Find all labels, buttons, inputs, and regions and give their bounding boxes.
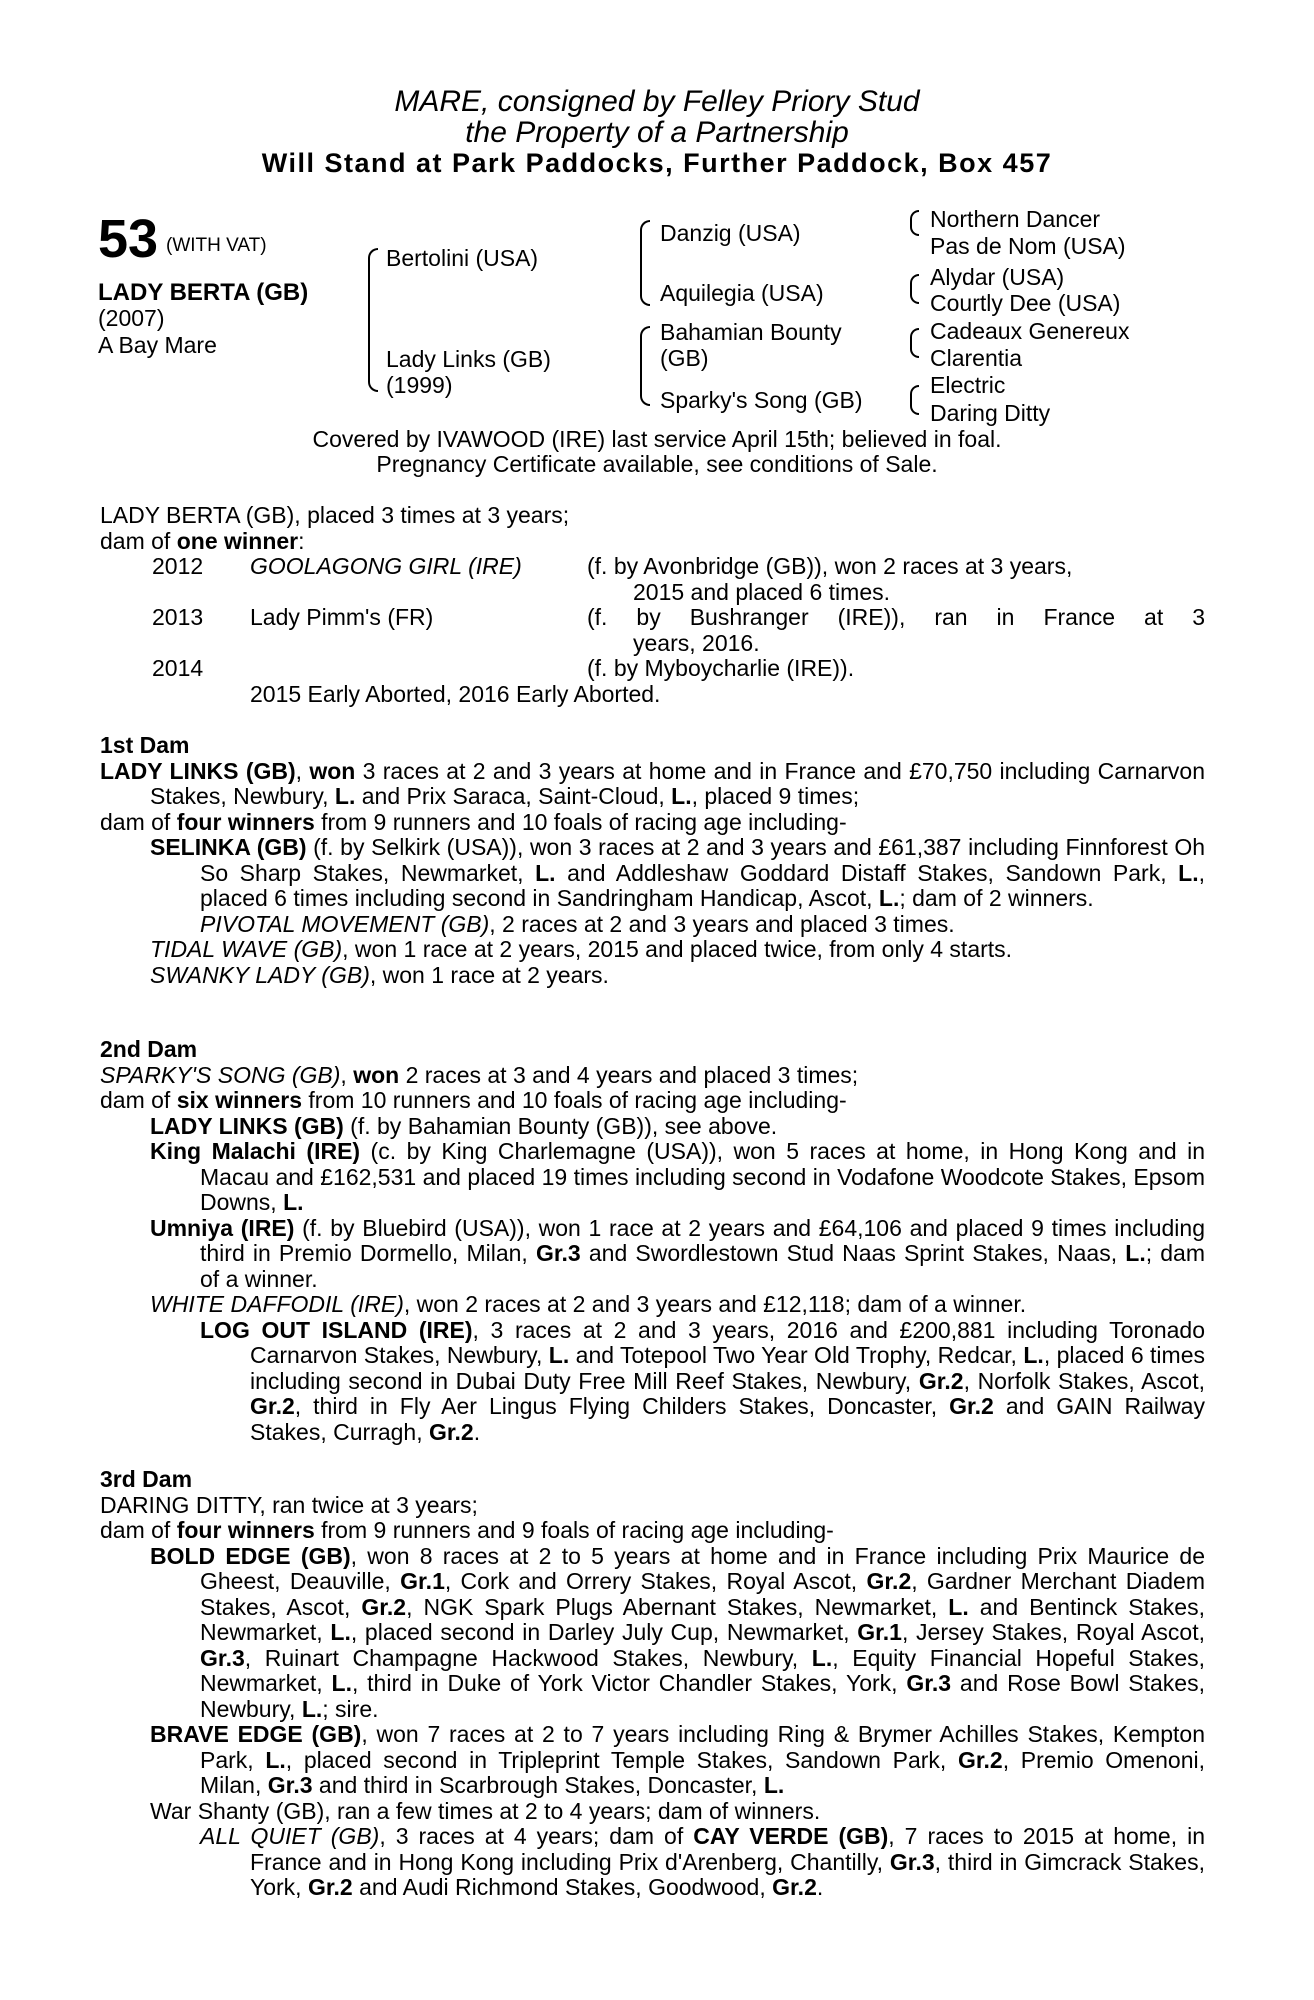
produce-record bbox=[100, 503, 1205, 707]
brace-g3-4b bbox=[910, 399, 919, 415]
brace-sire-parents-top bbox=[640, 220, 650, 258]
pedigree-brace-sire-dam bbox=[368, 248, 378, 330]
produce-umniya: Umniya (IRE) (f. by Bluebird (USA)), won 1 race at 2 years and £64,106 and placed 9 times including third in Premio Dormello, Milan, Gr.3 and Swordlestown Stud Naas Sprint Stakes, Naas, L.; dam of a winner. bbox=[150, 1214, 1205, 1292]
pregnancy-note: Pregnancy Certificate available, see conditions of Sale. bbox=[376, 451, 938, 477]
first-dam-section bbox=[100, 733, 1205, 988]
lot-name: LADY BERTA (GB) bbox=[98, 279, 309, 306]
covered-note: Covered by IVAWOOD (IRE) last service April 15th; believed in foal. bbox=[312, 426, 1002, 452]
produce-log-out-island: LOG OUT ISLAND (IRE), 3 races at 2 and 3 years, 2016 and £200,881 including Toronado Carnarvon Stakes, Newbury, L. and Totepool Two Year Old Trophy, Redcar, L., placed 6 times including second in Dubai Duty Free Mill Reef Stakes, Newbury, Gr.2, Norfolk Stakes, Ascot, Gr.2, third in Fly Aer Lingus Flying Childers Stakes, Doncaster, Gr.2 and GAIN Railway Stakes, Curragh, Gr.2. bbox=[200, 1316, 1205, 1445]
lot-year: (2007) bbox=[98, 305, 165, 331]
brace-dam-parents-bottom bbox=[640, 356, 650, 406]
g3-dss: Cadeaux Genereux bbox=[930, 318, 1130, 344]
vat-note: (WITH VAT) bbox=[166, 235, 267, 256]
dam-sire-line1: Bahamian Bounty bbox=[660, 319, 842, 345]
dam-name: Lady Links (GB) bbox=[386, 346, 551, 372]
brace-sire-parents-bottom bbox=[640, 256, 650, 306]
third-dam-entry: DARING DITTY, ran twice at 3 years; bbox=[100, 1491, 478, 1518]
brace-g3-3b bbox=[910, 342, 919, 358]
pedigree-brace-lower bbox=[368, 328, 378, 392]
second-dam-dam-of: dam of six winners from 10 runners and 10 foals of racing age including- bbox=[100, 1087, 847, 1113]
produce-lady-links: LADY LINKS (GB) (f. by Bahamian Bounty (GB)), see above. bbox=[150, 1112, 778, 1139]
header-property: the Property of a Partnership bbox=[465, 116, 849, 149]
produce-row: 2013 Lady Pimm's (FR) (f. by Bushranger (IRE)), ran in France at 3 bbox=[152, 604, 1205, 630]
third-dam-dam-of: dam of four winners from 9 runners and 9 foals of racing age including- bbox=[100, 1517, 834, 1543]
produce-dam-of: dam of one winner: bbox=[100, 527, 305, 554]
produce-pivotal: PIVOTAL MOVEMENT (GB), 2 races at 2 and 3 years and placed 3 times. bbox=[200, 910, 955, 937]
produce-war-shanty: War Shanty (GB), ran a few times at 2 to 4 years; dam of winners. bbox=[150, 1797, 821, 1824]
g3-dsd: Clarentia bbox=[930, 345, 1023, 371]
produce-row-cont: 2015 and placed 6 times. bbox=[633, 578, 891, 605]
produce-aborted: 2015 Early Aborted, 2016 Early Aborted. bbox=[250, 680, 661, 707]
produce-selinka: SELINKA (GB) (f. by Selkirk (USA)), won 3 races at 2 and 3 years and £61,387 including Finnforest Oh So Sharp Stakes, Newmarket, L. and Addleshaw Goddard Distaff Stakes, Sandown Park, L., placed 6 times including second in Sandringham Handicap, Ascot, L.; dam of 2 winners. bbox=[150, 834, 1206, 911]
brace-g3-1b bbox=[910, 222, 919, 236]
g3-ssd: Pas de Nom (USA) bbox=[930, 233, 1126, 259]
lot-number: 53 bbox=[98, 209, 159, 269]
produce-all-quiet: ALL QUIET (GB), 3 races at 4 years; dam of CAY VERDE (GB), 7 races to 2015 at home, in France and in Hong Kong including Prix d'Arenberg, Chantilly, Gr.3, third in Gimcrack Stakes, York, Gr.2 and Audi Richmond Stakes, Goodwood, Gr.2. bbox=[200, 1823, 1206, 1900]
g3-ddd: Daring Ditty bbox=[930, 400, 1051, 426]
produce-tidal: TIDAL WAVE (GB), won 1 race at 2 years, 2015 and placed twice, from only 4 starts. bbox=[150, 936, 1013, 962]
dam-year: (1999) bbox=[386, 372, 453, 398]
produce-swanky: SWANKY LADY (GB), won 1 race at 2 years. bbox=[150, 961, 609, 988]
sire-dam: Aquilegia (USA) bbox=[660, 280, 824, 306]
brace-dam-parents-top bbox=[640, 326, 650, 358]
header-consignor: MARE, consigned by Felley Priory Stud bbox=[394, 85, 920, 118]
brace-g3-2b bbox=[910, 288, 919, 304]
g3-sds: Alydar (USA) bbox=[930, 264, 1065, 290]
third-dam-title: 3rd Dam bbox=[100, 1466, 193, 1492]
produce-intro: LADY BERTA (GB), placed 3 times at 3 years; bbox=[100, 502, 570, 528]
second-dam-entry: SPARKY'S SONG (GB), won 2 races at 3 and 4 years and placed 3 times; bbox=[100, 1061, 859, 1088]
first-dam-entry: LADY LINKS (GB), won 3 races at 2 and 3 years at home and in France and £70,750 including Carnarvon Stakes, Newbury, L. and Prix Saraca, Saint-Cloud, L., placed 9 times; bbox=[100, 757, 1205, 809]
second-dam-section bbox=[100, 1037, 1205, 1445]
produce-brave-edge: BRAVE EDGE (GB), won 7 races at 2 to 7 years including Ring & Brymer Achilles Stakes, Kempton Park, L., placed second in Tripleprint Temple Stakes, Sandown Park, Gr.2, Premio Omenoni, Milan, Gr.3 and third in Scarbrough Stakes, Doncaster, L. bbox=[150, 1721, 1205, 1798]
sire-sire: Danzig (USA) bbox=[660, 220, 801, 246]
produce-bold-edge: BOLD EDGE (GB), won 8 races at 2 to 5 years at home and in France including Prix Maurice de Gheest, Deauville, Gr.1, Cork and Orrery Stakes, Royal Ascot, Gr.2, Gardner Merchant Diadem Stakes, Ascot, Gr.2, NGK Spark Plugs Abernant Stakes, Newmarket, L. and Bentinck Stakes, Newmarket, L., placed second in Darley July Cup, Newmarket, Gr.1, Jersey Stakes, Royal Ascot, Gr.3, Ruinart Champagne Hackwood Stakes, Newbury, L., Equity Financial Hopeful Stakes, Newmarket, L., third in Duke of York Victor Chandler Stakes, York, Gr.3 and Rose Bowl Stakes, Newbury, L.; sire. bbox=[150, 1542, 1205, 1722]
produce-row-cont: years, 2016. bbox=[633, 629, 760, 656]
third-dam-section bbox=[100, 1467, 1205, 1901]
second-dam-title: 2nd Dam bbox=[100, 1036, 198, 1062]
g3-sdd: Courtly Dee (USA) bbox=[930, 290, 1121, 316]
first-dam-dam-of: dam of four winners from 9 runners and 10 foals of racing age including- bbox=[100, 808, 847, 835]
dam-dam: Sparky's Song (GB) bbox=[660, 387, 863, 413]
header-location: Will Stand at Park Paddocks, Further Paddock, Box 457 bbox=[261, 148, 1053, 178]
dam-sire-line2: (GB) bbox=[660, 345, 709, 371]
sire-name: Bertolini (USA) bbox=[386, 245, 539, 271]
produce-king-malachi: King Malachi (IRE) (c. by King Charlemagne (USA)), won 5 races at home, in Hong Kong and in Macau and £162,531 and placed 19 times including second in Vodafone Woodcote Stakes, Epsom Downs, L. bbox=[150, 1138, 1205, 1215]
g3-dds: Electric bbox=[930, 372, 1006, 398]
g3-sss: Northern Dancer bbox=[930, 206, 1101, 232]
produce-row: 2012 GOOLAGONG GIRL (IRE) (f. by Avonbridge (GB)), won 2 races at 3 years, bbox=[152, 553, 1073, 579]
lot-description: A Bay Mare bbox=[98, 332, 217, 358]
produce-row: 2014 (f. by Myboycharlie (IRE)). bbox=[152, 655, 855, 681]
produce-white-daffodil: WHITE DAFFODIL (IRE), won 2 races at 2 and 3 years and £12,118; dam of a winner. bbox=[150, 1291, 1027, 1317]
first-dam-title: 1st Dam bbox=[100, 732, 190, 758]
